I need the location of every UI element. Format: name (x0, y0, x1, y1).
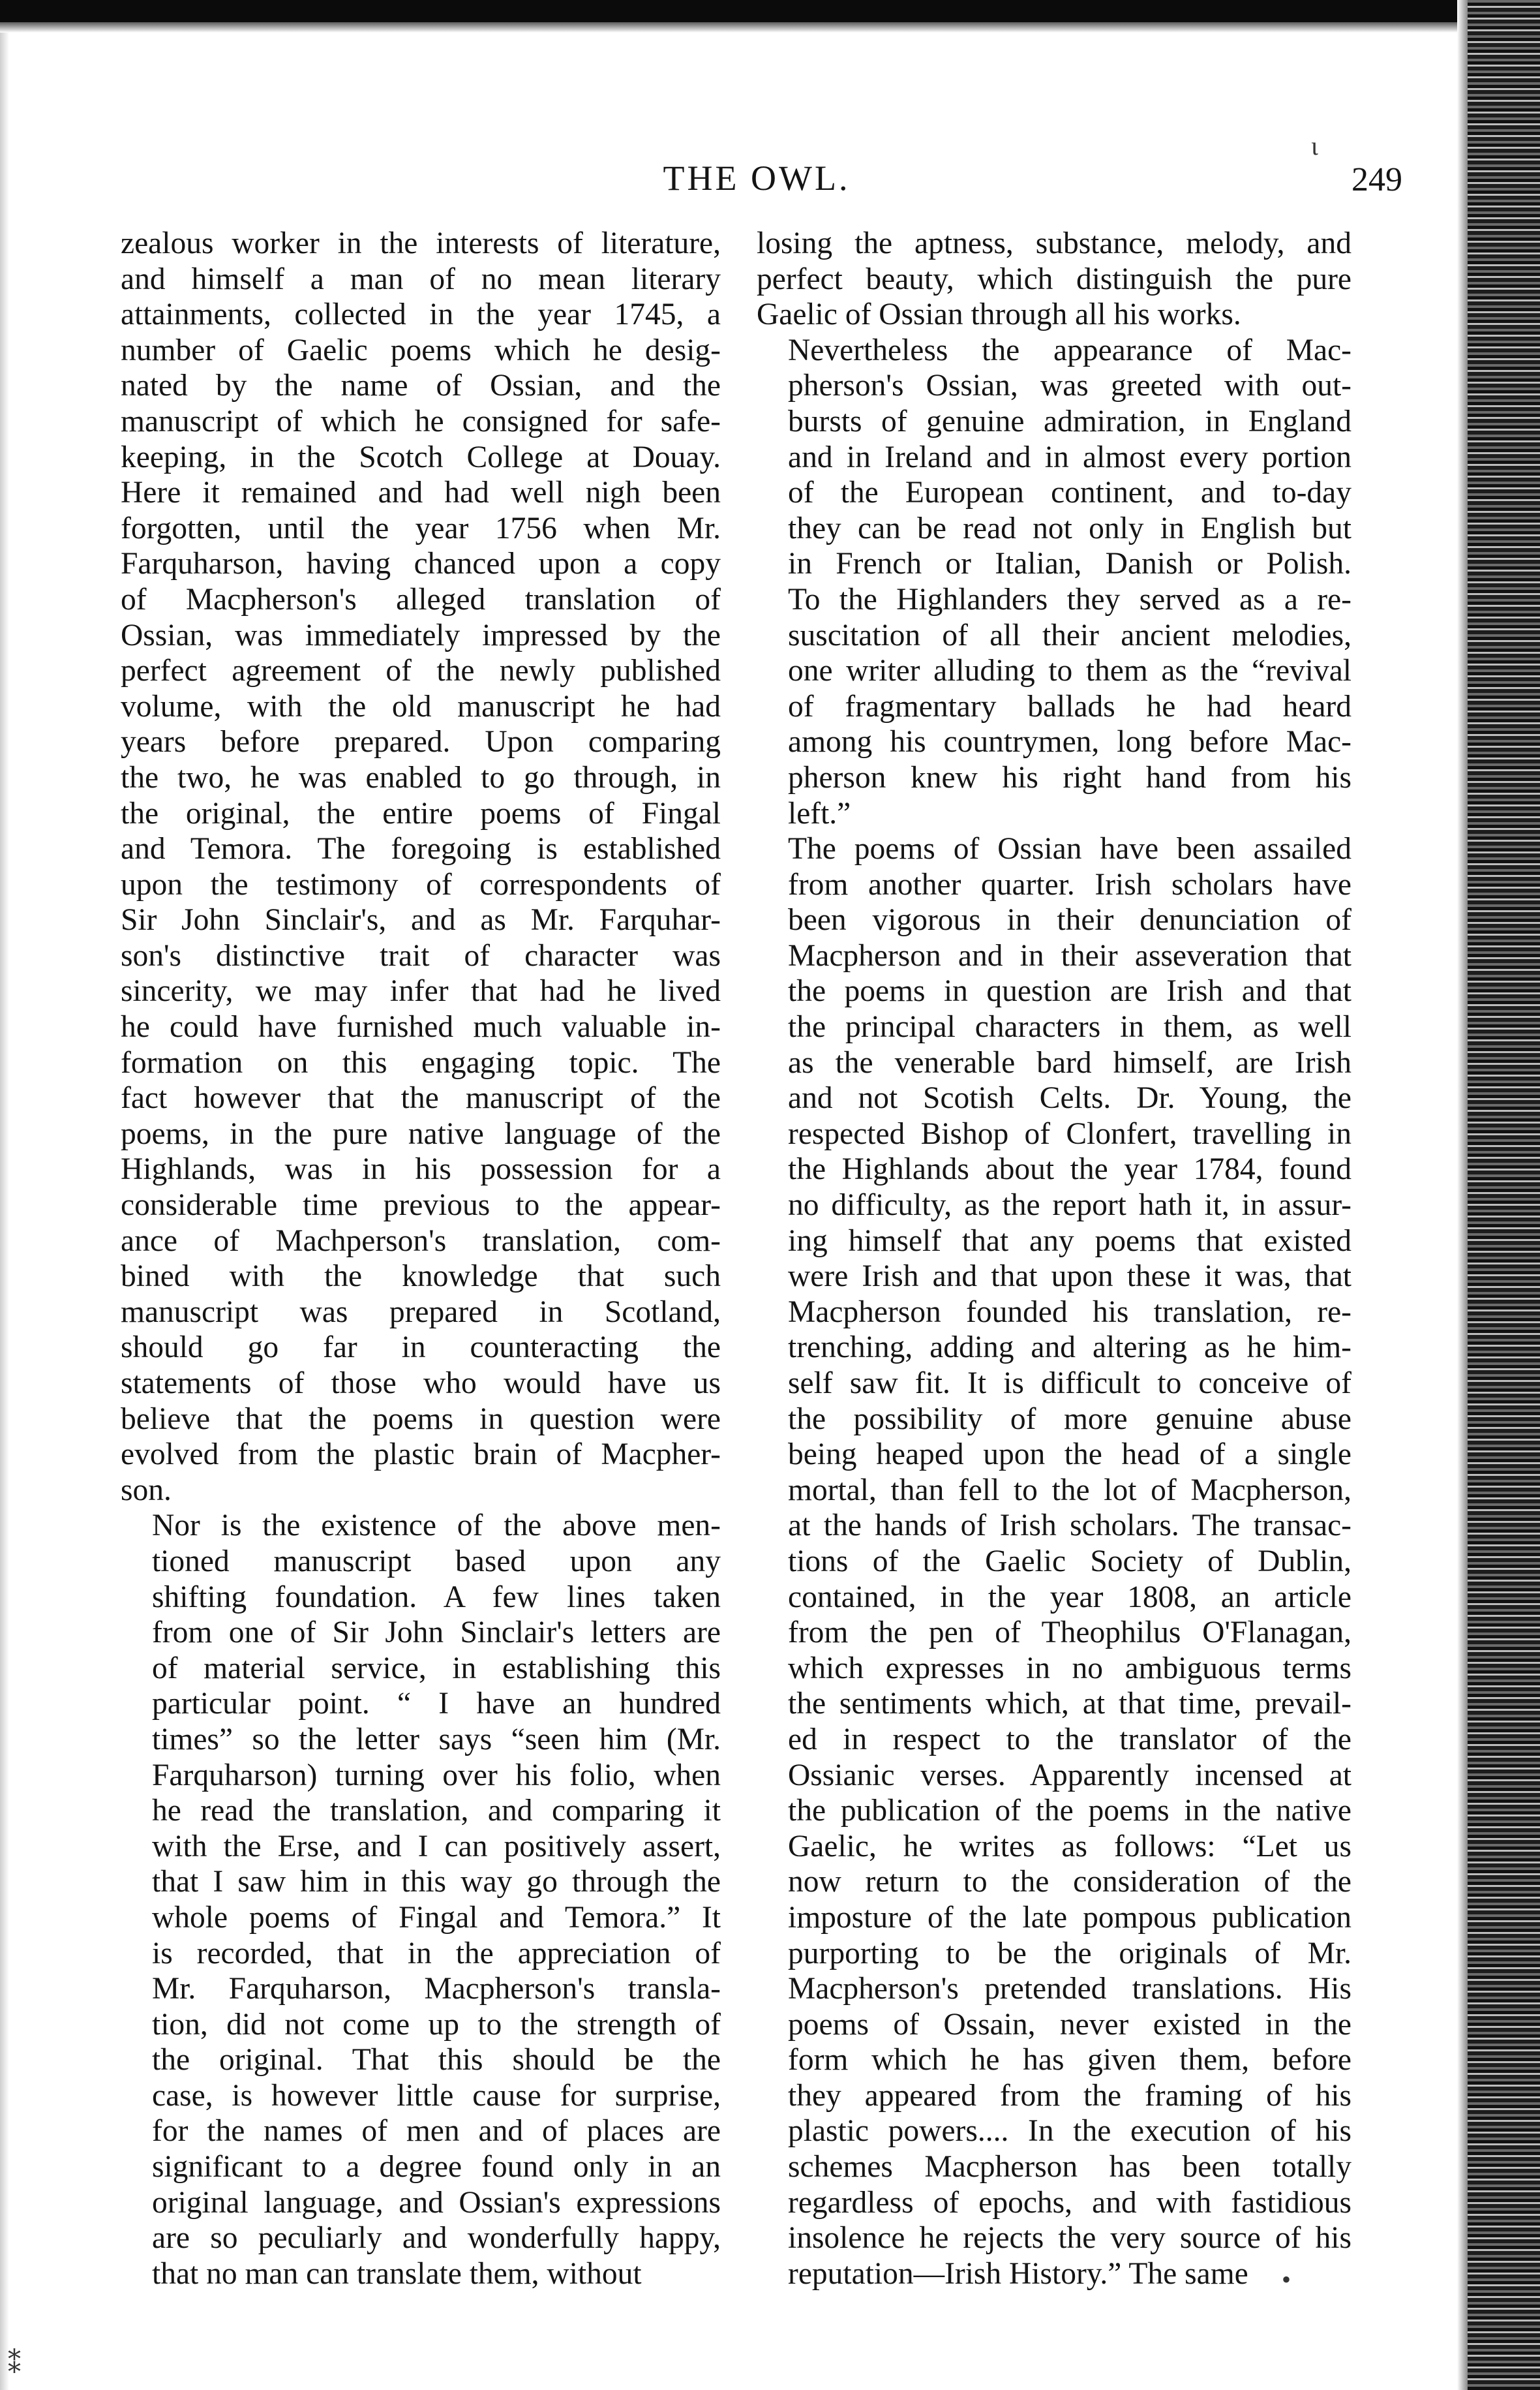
text-line: statements of those who would have us (121, 1366, 721, 1400)
text-line: considerable time previous to the appear- (121, 1188, 721, 1223)
text-line: upon the testimony of correspondents of (121, 867, 721, 902)
text-line: original language, and Ossian's expressions (152, 2185, 721, 2220)
text-line: contained, in the year 1808, an article (788, 1580, 1351, 1614)
scan-speck: ⁑ (8, 2350, 21, 2379)
text-line: forgotten, until the year 1756 when Mr. (121, 511, 721, 545)
text-line: from another quarter. Irish scholars have (788, 867, 1351, 902)
text-line: the Highlands about the year 1784, found (788, 1152, 1351, 1187)
text-line: bursts of genuine admiration, in England (788, 404, 1351, 438)
text-line: son. (121, 1473, 172, 1507)
left-column (121, 226, 721, 2291)
text-line: reputation—Irish History.” The same (788, 2256, 1248, 2291)
text-line: is recorded, that in the appreciation of (152, 1936, 721, 1970)
text-line: pherson's Ossian, was greeted with out- (788, 369, 1351, 403)
text-line: Nevertheless the appearance of Mac- (788, 333, 1351, 367)
text-line: were Irish and that upon these it was, that (788, 1259, 1351, 1294)
text-line: and himself a man of no mean literary (121, 262, 721, 296)
text-line: perfect beauty, which distinguish the pure (757, 262, 1351, 296)
text-line: volume, with the old manuscript he had (121, 689, 721, 724)
text-line: of material service, in establishing this (152, 1651, 721, 1685)
text-line: regardless of epochs, and with fastidious (788, 2185, 1351, 2220)
text-line: plastic powers.... In the execution of his (788, 2114, 1351, 2149)
text-line: Farquharson) turning over his folio, when (152, 1758, 721, 1792)
text-line: respected Bishop of Clonfert, travelling in (788, 1116, 1351, 1151)
text-line: of fragmentary ballads he had heard (788, 689, 1351, 724)
text-line: the sentiments which, at that time, prevail- (788, 1687, 1351, 1721)
text-line: among his countrymen, long before Mac- (788, 725, 1351, 759)
text-line: Here it remained and had well nigh been (121, 476, 721, 510)
text-line: manuscript of which he consigned for safe- (121, 404, 721, 438)
text-line: and Temora. The foregoing is established (121, 832, 721, 866)
text-line: number of Gaelic poems which he desig- (121, 333, 721, 367)
text-line: which expresses in no ambiguous terms (788, 1651, 1351, 1685)
text-line: the principal characters in them, as well (788, 1010, 1351, 1045)
text-line: with the Erse, and I can positively assert, (152, 1829, 721, 1863)
text-line: Gaelic, he writes as follows: “Let us (788, 1829, 1351, 1863)
text-line: manuscript was prepared in Scotland, (121, 1295, 721, 1329)
text-line: one writer alluding to them as the “revival (788, 654, 1351, 688)
text-line: losing the aptness, substance, melody, and (757, 226, 1351, 260)
scan-left-shadow (0, 33, 9, 2390)
text-line: he could have furnished much valuable in- (121, 1010, 721, 1045)
text-line: now return to the consideration of the (788, 1865, 1351, 1899)
text-line: suscitation of all their ancient melodies, (788, 618, 1351, 652)
text-line: tions of the Gaelic Society of Dublin, (788, 1544, 1351, 1578)
text-line: whole poems of Fingal and Temora.” It (152, 1900, 721, 1935)
text-line: in French or Italian, Danish or Polish. (788, 547, 1351, 581)
paragraph (757, 831, 1351, 2291)
text-line: purporting to be the originals of Mr. (788, 1936, 1351, 1970)
text-line: Highlands, was in his possession for a (121, 1152, 721, 1187)
page-number: 249 (1351, 161, 1402, 198)
text-line: that no man can translate them, without (152, 2256, 642, 2291)
scan-speck: • (1282, 2265, 1291, 2294)
right-column (757, 226, 1351, 2291)
text-line: and not Scotish Celts. Dr. Young, the (788, 1081, 1351, 1116)
text-line: son's distinctive trait of character was (121, 938, 721, 973)
text-line: are so peculiarly and wonderfully happy, (152, 2221, 721, 2256)
text-line: keeping, in the Scotch College at Douay. (121, 440, 721, 474)
text-line: ing himself that any poems that existed (788, 1223, 1351, 1258)
text-line: Macpherson's pretended translations. His (788, 1972, 1351, 2006)
text-line: evolved from the plastic brain of Macpher- (121, 1437, 721, 1472)
text-line: no difficulty, as the report hath it, in assur- (788, 1188, 1351, 1223)
text-line: sincerity, we may infer that had he lived (121, 974, 721, 1009)
text-line: he read the translation, and comparing it (152, 1794, 721, 1828)
text-line: particular point. “ I have an hundred (152, 1687, 721, 1721)
text-line: believe that the poems in question were (121, 1402, 721, 1436)
text-line: Ossian, was immediately impressed by the (121, 618, 721, 652)
scan-right-binding-edge (1468, 0, 1540, 2390)
text-line: as the venerable bard himself, are Irish (788, 1045, 1351, 1080)
text-line: self saw fit. It is difficult to conceive of (788, 1366, 1351, 1400)
scan-top-border (0, 0, 1540, 22)
text-line: the publication of the poems in the native (788, 1794, 1351, 1828)
running-title: THE OWL. (663, 159, 851, 198)
text-line: schemes Macpherson has been totally (788, 2150, 1351, 2184)
text-line: bined with the knowledge that such (121, 1259, 721, 1294)
text-line: the original, the entire poems of Fingal (121, 796, 721, 831)
text-line: Ossianic verses. Apparently incensed at (788, 1758, 1351, 1792)
text-line: ance of Machperson's translation, com- (121, 1223, 721, 1258)
text-line: times” so the letter says “seen him (Mr. (152, 1722, 721, 1756)
text-line: poems of Ossain, never existed in the (788, 2007, 1351, 2042)
text-line: shifting foundation. A few lines taken (152, 1580, 721, 1614)
text-line: tion, did not come up to the strength of (152, 2007, 721, 2042)
text-line: the two, he was enabled to go through, in (121, 760, 721, 795)
text-line: Gaelic of Ossian through all his works. (757, 298, 1241, 332)
text-line: from the pen of Theophilus O'Flanagan, (788, 1616, 1351, 1650)
text-line: ed in respect to the translator of the (788, 1722, 1351, 1756)
text-line: tioned manuscript based upon any (152, 1544, 721, 1578)
text-line: poems, in the pure native language of the (121, 1116, 721, 1151)
paragraph (121, 1508, 721, 2291)
text-line: trenching, adding and altering as he him- (788, 1330, 1351, 1365)
text-line: case, is however little cause for surprise, (152, 2078, 721, 2113)
text-line: of Macpherson's alleged translation of (121, 582, 721, 617)
text-line: Macpherson and in their asseveration that (788, 938, 1351, 973)
text-line: significant to a degree found only in an (152, 2150, 721, 2184)
text-line: insolence he rejects the very source of his (788, 2221, 1351, 2256)
paragraph (757, 333, 1351, 831)
text-line: form which he has given them, before (788, 2043, 1351, 2077)
scan-top-shadow (0, 22, 1540, 33)
text-line: Macpherson founded his translation, re- (788, 1295, 1351, 1329)
text-line: the poems in question are Irish and that (788, 974, 1351, 1009)
text-line: Sir John Sinclair's, and as Mr. Farquhar- (121, 903, 721, 938)
text-line: To the Highlanders they served as a re- (788, 582, 1351, 617)
text-line: zealous worker in the interests of literature, (121, 226, 721, 260)
text-line: being heaped upon the head of a single (788, 1437, 1351, 1472)
text-line: Mr. Farquharson, Macpherson's transla- (152, 1972, 721, 2006)
text-line: that I saw him in this way go through the (152, 1865, 721, 1899)
text-line: Farquharson, having chanced upon a copy (121, 547, 721, 581)
text-line: fact however that the manuscript of the (121, 1081, 721, 1116)
text-line: been vigorous in their denunciation of (788, 903, 1351, 938)
text-line: from one of Sir John Sinclair's letters are (152, 1616, 721, 1650)
paragraph (121, 226, 721, 1508)
text-line: left.” (788, 796, 851, 831)
text-line: of the European continent, and to-day (788, 476, 1351, 510)
text-line: formation on this engaging topic. The (121, 1045, 721, 1080)
scan-speck: ι (1311, 131, 1318, 161)
paragraph (757, 226, 1351, 333)
text-line: the original. That this should be the (152, 2043, 721, 2077)
text-line: the possibility of more genuine abuse (788, 1402, 1351, 1436)
text-line: for the names of men and of places are (152, 2114, 721, 2149)
text-line: pherson knew his right hand from his (788, 760, 1351, 795)
text-line: Nor is the existence of the above men- (152, 1509, 721, 1543)
text-line: should go far in counteracting the (121, 1330, 721, 1365)
text-line: mortal, than fell to the lot of Macpherson, (788, 1473, 1351, 1507)
text-line: perfect agreement of the newly published (121, 654, 721, 688)
text-line: years before prepared. Upon comparing (121, 725, 721, 759)
text-line: The poems of Ossian have been assailed (788, 832, 1351, 866)
text-line: nated by the name of Ossian, and the (121, 369, 721, 403)
text-line: at the hands of Irish scholars. The transac- (788, 1509, 1351, 1543)
text-line: imposture of the late pompous publication (788, 1900, 1351, 1935)
text-line: and in Ireland and in almost every portion (788, 440, 1351, 474)
text-line: they appeared from the framing of his (788, 2078, 1351, 2113)
text-line: they can be read not only in English but (788, 511, 1351, 545)
text-line: attainments, collected in the year 1745, a (121, 298, 721, 332)
